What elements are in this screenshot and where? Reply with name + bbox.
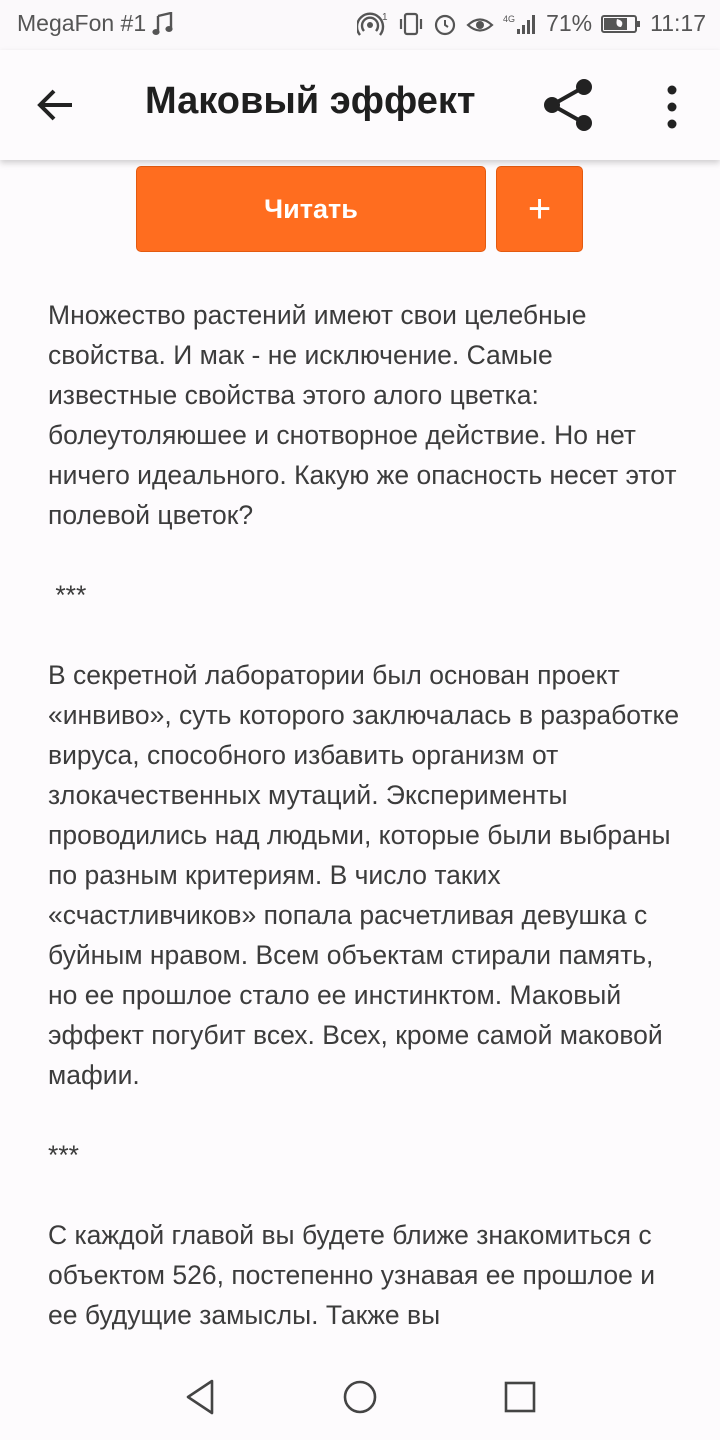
system-nav-bar <box>0 1355 720 1440</box>
add-to-library-button[interactable]: + <box>496 166 583 252</box>
description-paragraph: С каждой главой вы будете ближе знакомиться с объектом 526, постепенно узнавая ее прошлое и ее будущие замыслы. Также вы <box>48 1220 656 1330</box>
eye-comfort-icon <box>466 12 494 36</box>
alarm-icon <box>433 12 457 36</box>
svg-text:1: 1 <box>382 11 388 23</box>
description-paragraph: Множество растений имеют свои целебные свойства. И мак - не исключение. Самые известные свойства этого алого цветка: болеутоляюшее и снотворное действие. Но нет ничего идеального. Какую же опасность несет этот полевой цветок? <box>48 300 677 530</box>
more-vert-icon[interactable] <box>655 82 689 132</box>
description-separator: *** <box>48 1140 79 1170</box>
battery-percent: 71% <box>546 10 593 36</box>
music-note-icon <box>152 12 174 36</box>
signal-icon <box>503 12 537 36</box>
description-separator: *** <box>48 580 87 610</box>
hotspot-icon <box>357 11 389 37</box>
status-left <box>17 10 174 37</box>
circle-home-icon[interactable] <box>340 1377 380 1417</box>
triangle-back-icon[interactable] <box>180 1377 220 1417</box>
book-details <box>0 160 720 1355</box>
network-type-label: 4G <box>503 13 516 24</box>
status-bar <box>0 0 720 50</box>
read-button[interactable]: Читать <box>136 166 486 252</box>
status-right <box>357 10 706 37</box>
page-title: Маковый эффект <box>145 80 476 122</box>
vibrate-icon <box>398 12 424 36</box>
share-icon[interactable] <box>540 78 596 132</box>
description-paragraph: В секретной лаборатории был основан проект «инвиво», суть которого заключалась в разработке вируса, способного избавить организм от злокачественных мутаций. Эксперименты проводились над людьми, которые были выбраны по разным критериям. В число таких «счастливчиков» попала расчетливая девушка с буйным нравом. Всем объектам стирали память, но ее прошлое стало ее инстинктом. Маковый эффект погубит всех. Всех, кроме самой маковой мафии. <box>48 660 680 1090</box>
book-description <box>48 295 688 1335</box>
arrow-back-icon[interactable] <box>34 83 78 127</box>
carrier-name: MegaFon #1 <box>17 10 147 36</box>
app-bar <box>0 50 720 160</box>
square-recents-icon[interactable] <box>500 1377 540 1417</box>
battery-icon <box>601 13 641 35</box>
clock: 11:17 <box>650 10 706 36</box>
